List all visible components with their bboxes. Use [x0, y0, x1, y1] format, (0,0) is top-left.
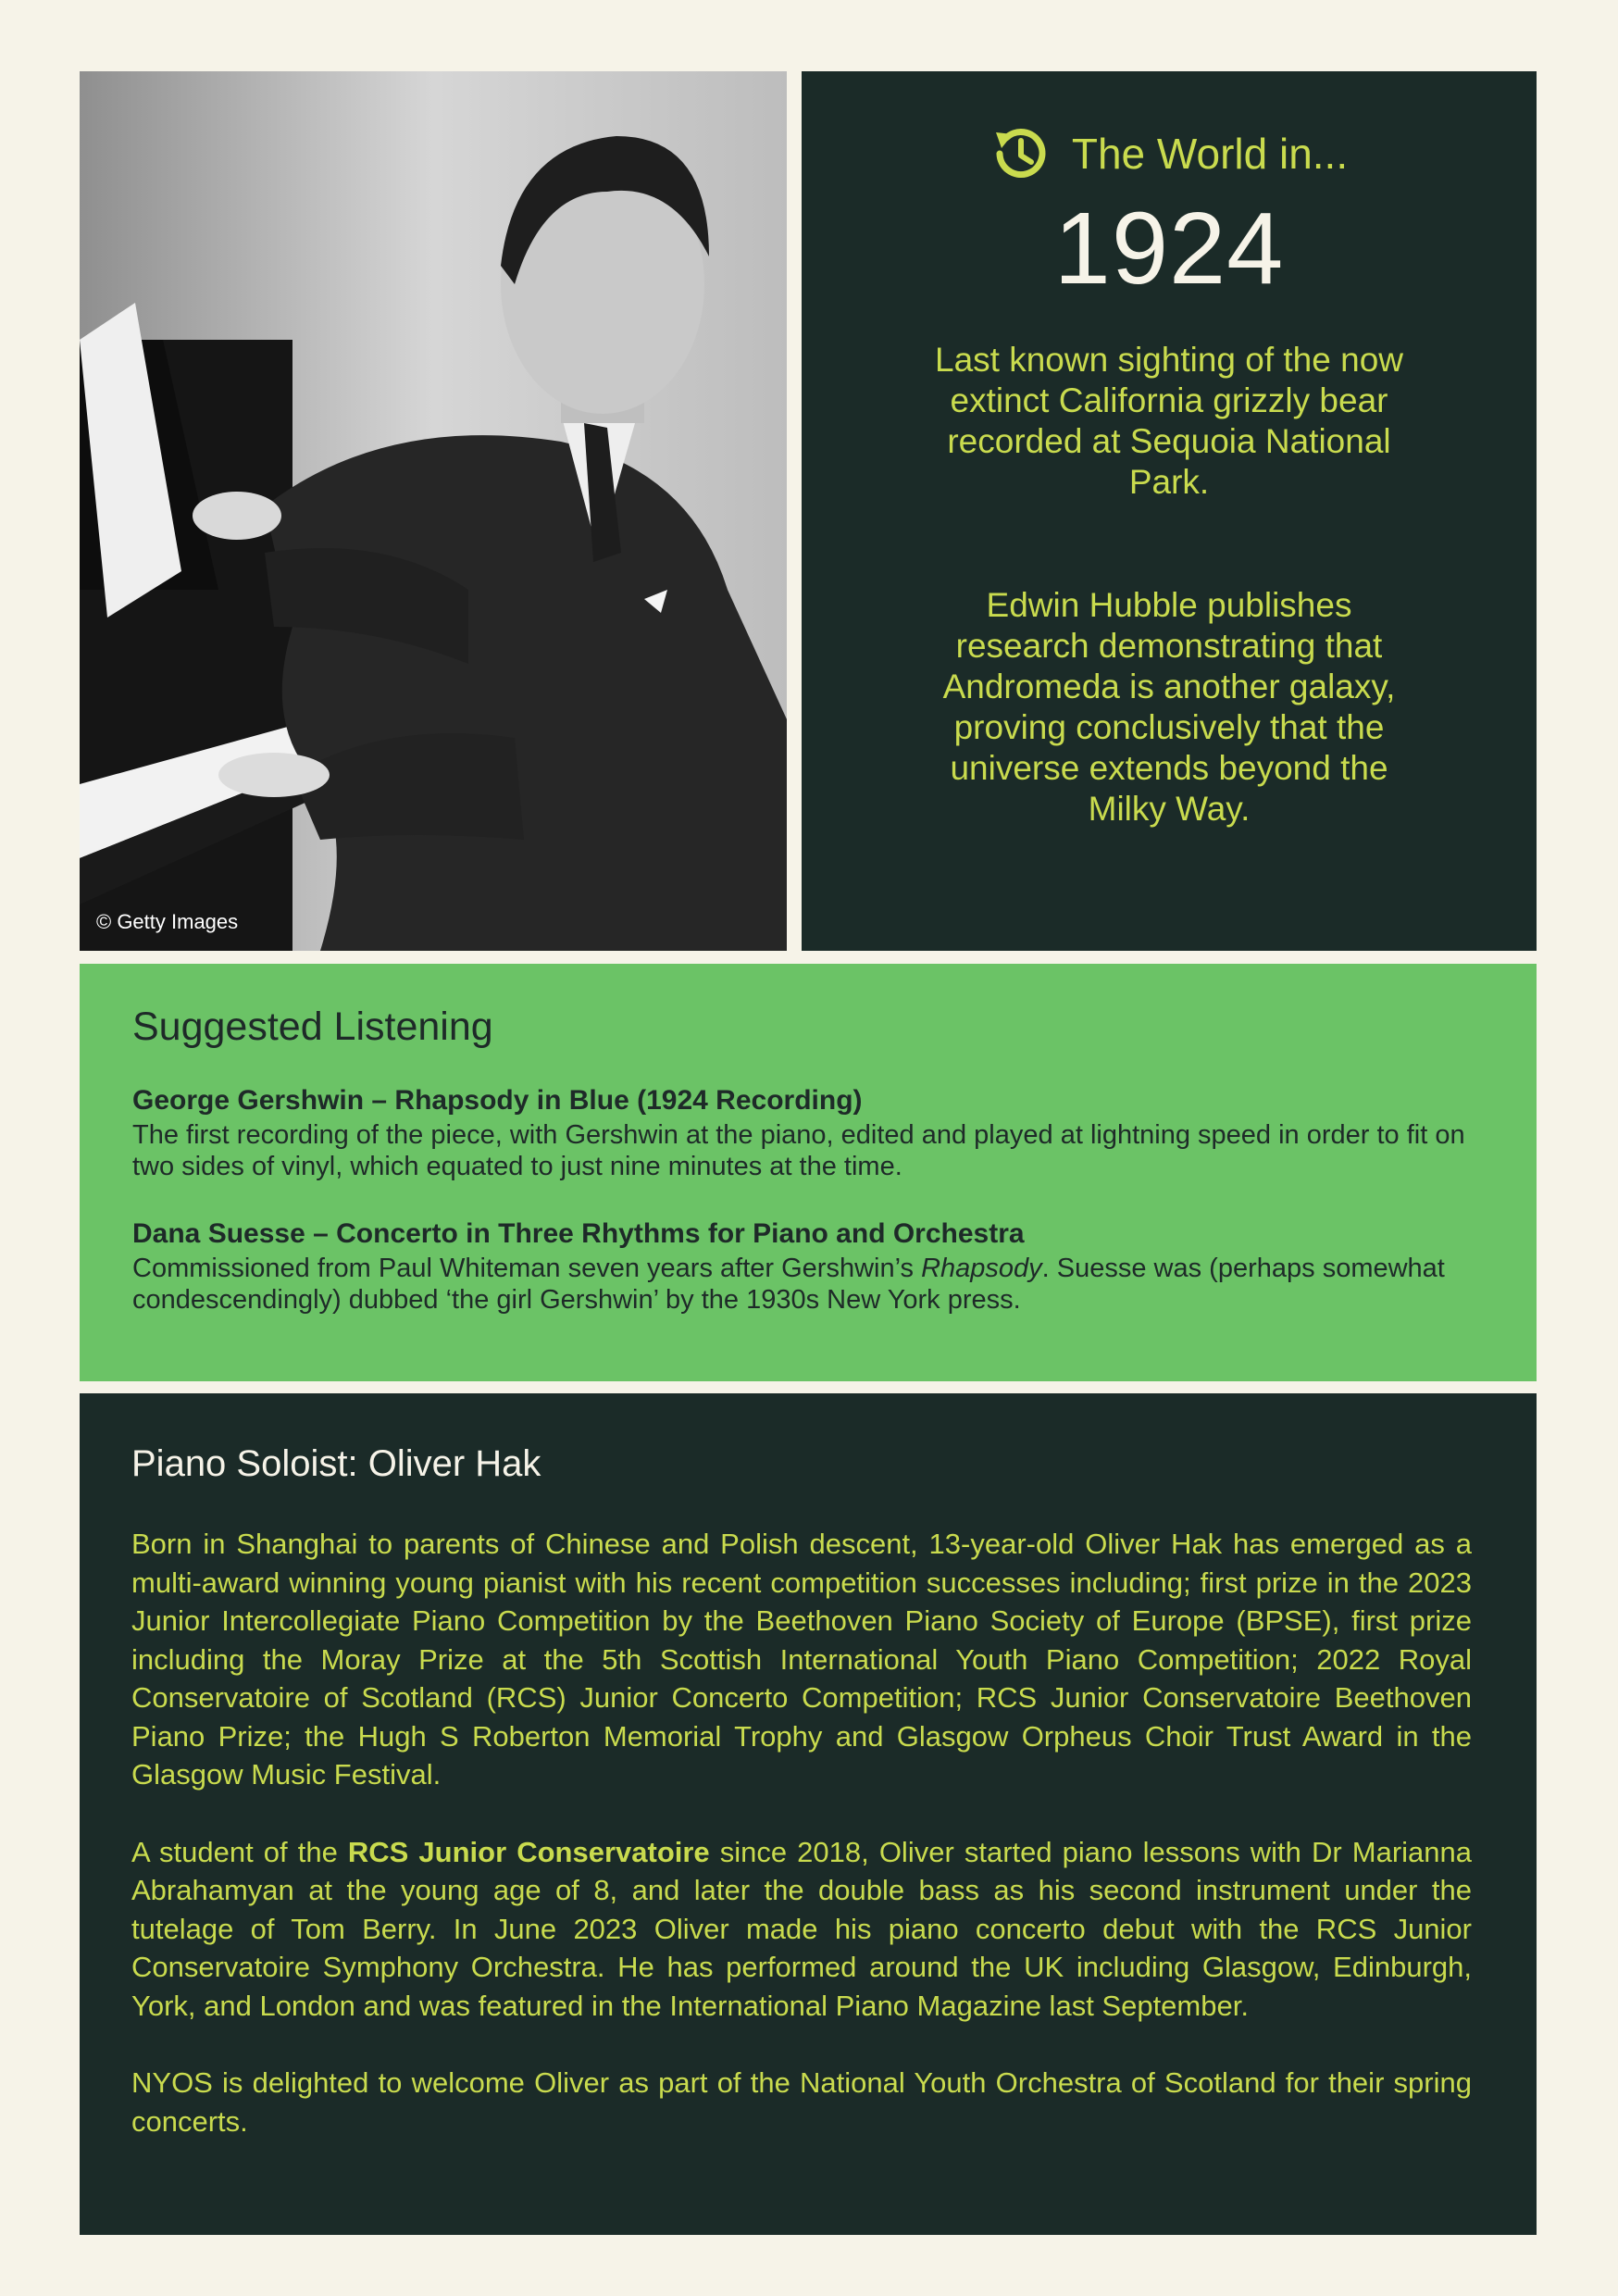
- track-title: George Gershwin – Rhapsody in Blue (1924 Recording): [132, 1085, 863, 1116]
- soloist-bio-paragraph: NYOS is delighted to welcome Oliver as part of the National Youth Orchestra of Scotland for their spring concerts.: [131, 2066, 1472, 2138]
- track-title: Dana Suesse – Concerto in Three Rhythms for Piano and Orchestra: [132, 1218, 1025, 1249]
- world-in-year-panel: [802, 71, 1537, 951]
- track-description: Commissioned from Paul Whiteman seven years after Gershwin’s Rhapsody. Suesse was (perhaps somewhat condescendingly) dubbed ‘the girl Gershwin’ by the 1930s New York press.: [132, 1254, 1445, 1315]
- suggested-listening-panel: [80, 964, 1537, 1381]
- rcs-junior-conservatoire-highlight: RCS Junior Conservatoire: [347, 1835, 710, 1868]
- piano-soloist-panel: [80, 1393, 1537, 2235]
- world-fact: Last known sighting of the now extinct California grizzly bear recorded at Sequoia National Park.: [935, 341, 1403, 501]
- photo-credit: © Getty Images: [96, 910, 239, 933]
- soloist-bio-paragraph: A student of the RCS Junior Conservatoire since 2018, Oliver started piano lessons with Dr Marianna Abrahamyan at the young age of 8, and later the double bass as his second instrument under the tutelage of Tom Berry. In June 2023 Oliver made his piano concerto debut with the RCS Junior Conservatoire Symphony Orchestra. He has performed around the UK including Glasgow, Edinburgh, York, and London and was featured in the International Piano Magazine last September.: [131, 1835, 1472, 2022]
- soloist-title: Piano Soloist: Oliver Hak: [131, 1443, 541, 1484]
- world-year: 1924: [1053, 192, 1285, 306]
- world-label: The World in...: [1071, 130, 1349, 178]
- world-fact: Edwin Hubble publishes research demonstrating that Andromeda is another galaxy, proving conclusively that the universe extends beyond the Milky Way.: [942, 586, 1396, 828]
- soloist-bio-paragraph: Born in Shanghai to parents of Chinese and Polish descent, 13-year-old Oliver Hak has emerged as a multi-award winning young pianist with his recent competition successes including; first prize in the 2023 Junior Intercollegiate Piano Competition by the Beethoven Piano Society of Europe (BPSE), first prize including the Moray Prize at the 5th Scottish International Youth Piano Competition; 2022 Royal Conservatoire of Scotland (RCS) Junior Concerto Competition; RCS Junior Conservatoire Beethoven Piano Prize; the Hugh S Roberton Memorial Trophy and Glasgow Orpheus Choir Trust Award in the Glasgow Music Festival.: [131, 1528, 1472, 1791]
- listening-track: [132, 1082, 1483, 1182]
- track-description-italic: Rhapsody: [921, 1254, 1042, 1283]
- gershwin-photo: [80, 71, 787, 951]
- track-description: The first recording of the piece, with Gershwin at the piano, edited and played at lightning speed in order to fit on two sides of vinyl, which equated to just nine minutes at the time.: [132, 1120, 1465, 1181]
- world-heading: [802, 123, 1537, 184]
- history-clock-icon: [990, 123, 1052, 184]
- listening-title: Suggested Listening: [132, 1004, 493, 1049]
- listening-track: [132, 1216, 1483, 1316]
- pianist-illustration: [80, 71, 787, 951]
